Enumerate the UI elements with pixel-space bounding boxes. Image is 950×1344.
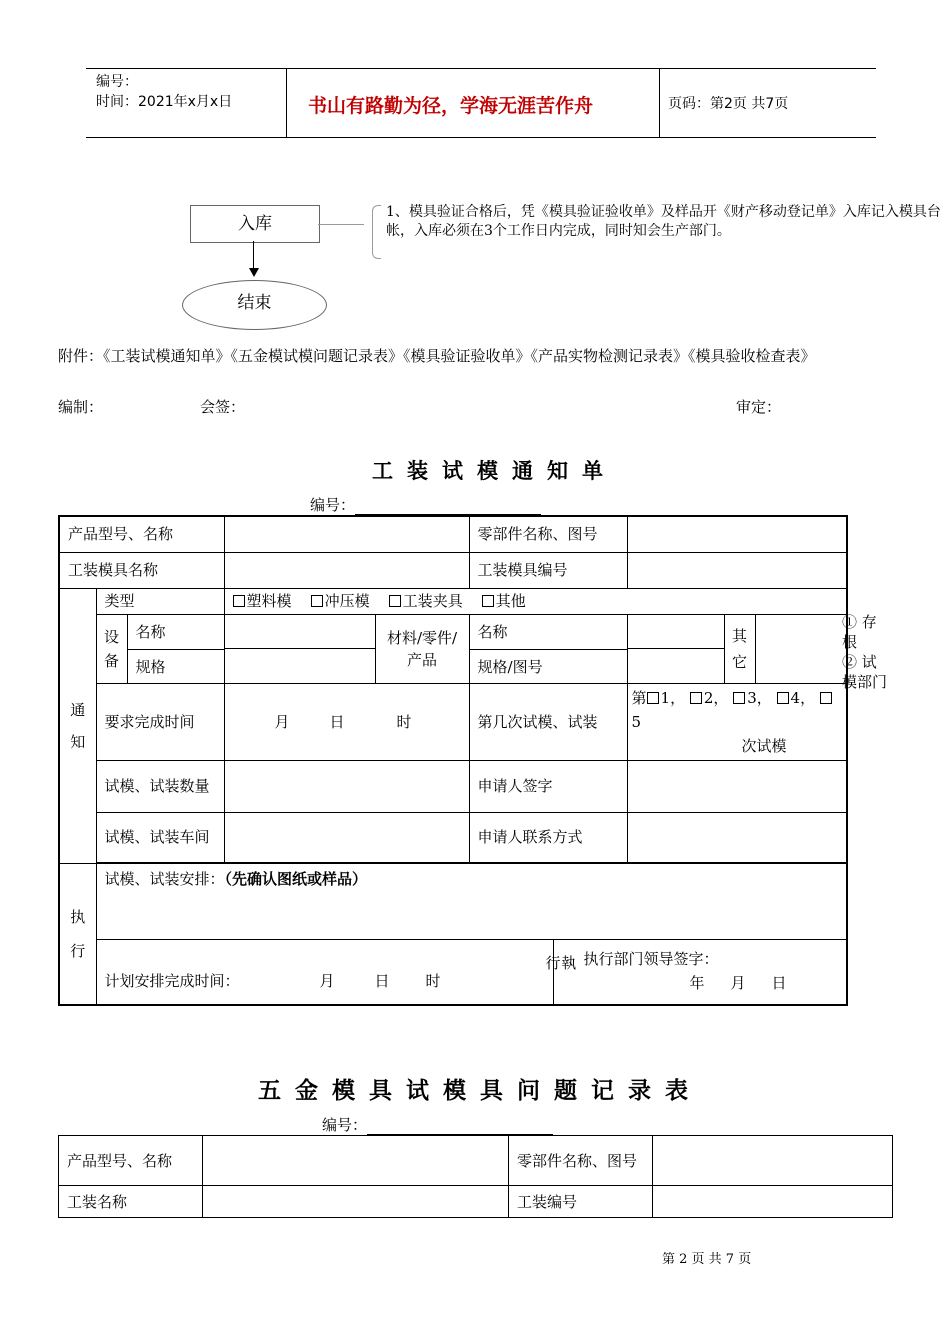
material-values [627,614,755,683]
label-plan-time: 计划安排完成时间： [104,971,240,990]
field-applicant-sign[interactable] [627,760,847,812]
type-options: 塑料模 冲压模 工装夹具 其他 [224,588,847,614]
checkbox-trial-2[interactable] [690,692,702,704]
flow-connector [318,224,364,225]
header-number-label: 编号： [96,74,138,90]
label-equipment: 设备 [97,615,128,683]
field-material-name[interactable] [628,615,724,650]
header-motto: 书山有路勤为径，学海无涯苦作舟 [308,95,594,117]
checkbox-trial-1[interactable] [647,692,659,704]
equipment-values [224,614,469,683]
plan-time-cell[interactable]: 计划安排完成时间： 月 日 时 [96,939,553,1005]
field-spec-drawing[interactable] [628,649,724,683]
side-note-trial-dept: ② 试模部门 [842,653,888,691]
label-other: 其它 [732,626,748,671]
exec-date: 年 月 日 [689,973,787,992]
header-date: 时间：2021年x月x日 [96,94,233,110]
checkbox-other[interactable] [482,595,494,607]
side-note-stub: ① 存根 [842,613,877,651]
label-equip-spec: 规格 [135,657,166,676]
flow-bracket [372,205,381,259]
equipment-cell [96,614,224,683]
form2-title: 五金模具试模具问题记录表 [258,1078,702,1104]
form2-label-tool-number: 工装编号 [509,1186,653,1218]
checkbox-trial-3[interactable] [733,692,745,704]
checkbox-plastic[interactable] [233,595,245,607]
form1-title: 工装试模通知单 [372,459,617,483]
label-part-name: 零部件名称、图号 [469,516,627,552]
label-applicant-sign: 申请人签字 [469,760,627,812]
checkbox-trial-4[interactable] [777,692,789,704]
header-divider [659,69,660,137]
label-material-name: 名称 [470,615,627,650]
label-type: 类型 [96,588,224,614]
checkbox-trial-5[interactable] [820,692,832,704]
form2-number [322,1114,553,1135]
field-tool-name[interactable] [224,552,469,588]
form1-table [58,515,848,1006]
flow-note: 1、模具验证合格后，凭《模具验证验收单》及样品开《财产移动登记单》入库记入模具台帐，入库必须在3个工作日内完成，同时知会生产部门。 [386,204,941,239]
flow-arrow-line [253,241,254,269]
form2-number-label: 编号： [322,1116,368,1134]
field-completion-time[interactable]: 月 日 时 [224,683,469,760]
trial-count-options: 第 1， 2， 3， 4， 5 次试模 [627,683,847,760]
form1-number-label: 编号： [310,496,356,514]
form1-number [310,494,541,515]
header-divider [286,69,287,137]
form2-table [58,1135,893,1218]
label-equip-name: 名称 [128,615,224,650]
flow-store-box: 入库 [190,205,320,243]
sign-compile: 编制： [58,398,104,416]
label-exec-leader: 执行部门领导签字： [583,949,719,968]
label-material: 材料/零件/产品 [386,628,458,669]
label-applicant-contact: 申请人联系方式 [469,812,627,862]
flow-end-ellipse: 结束 [182,280,327,330]
overlap-text: 行 執 [545,953,575,972]
field-equip-name[interactable] [225,615,375,650]
label-product-model: 产品型号、名称 [59,516,224,552]
checkbox-stamping[interactable] [311,595,323,607]
label-quantity: 试模、试装数量 [96,760,224,812]
material-cell [469,614,627,683]
form2-field-tool-number[interactable] [653,1186,893,1218]
checkbox-fixture[interactable] [389,595,401,607]
field-other[interactable] [755,614,847,683]
form2-field-part-name[interactable] [653,1136,893,1186]
field-tool-number[interactable] [627,552,847,588]
label-execute: 执行 [59,863,96,1005]
form2-field-product-model[interactable] [203,1136,509,1186]
form2-label-part-name: 零部件名称、图号 [509,1136,653,1186]
field-workshop[interactable] [224,812,469,862]
form2-label-tool-name: 工装名称 [59,1186,203,1218]
field-quantity[interactable] [224,760,469,812]
attachments-text: 附件：《工装试模通知单》《五金模试模问题记录表》《模具验证验收单》《产品实物检测记录表》《模具验收检查表》 [58,347,816,365]
arrangement-cell[interactable] [96,863,847,939]
label-trial-count: 第几次试模、试装 [469,683,627,760]
label-tool-number: 工装模具编号 [469,552,627,588]
page-header [86,68,876,138]
field-part-name[interactable] [627,516,847,552]
label-arrangement: 试模、试装安排： [104,869,225,888]
label-tool-name: 工装模具名称 [59,552,224,588]
field-product-model[interactable] [224,516,469,552]
label-notify: 通知 [59,588,96,863]
sign-review: 审定： [736,398,782,416]
field-equip-spec[interactable] [225,649,375,683]
label-workshop: 试模、试装车间 [96,812,224,862]
arrow-down-icon [249,268,259,277]
label-completion-time: 要求完成时间 [96,683,224,760]
exec-leader-cell[interactable] [545,939,847,1005]
form2-field-tool-name[interactable] [203,1186,509,1218]
arrangement-note: （先确认图纸或样品） [224,869,368,888]
sign-countersign: 会签： [200,398,246,416]
header-page: 页码：第2页 共7页 [668,96,789,112]
field-applicant-contact[interactable] [627,812,847,862]
form2-label-product-model: 产品型号、名称 [59,1136,203,1186]
label-spec-drawing: 规格/图号 [477,657,543,676]
footer-page: 第 2 页 共 7 页 [662,1252,752,1267]
